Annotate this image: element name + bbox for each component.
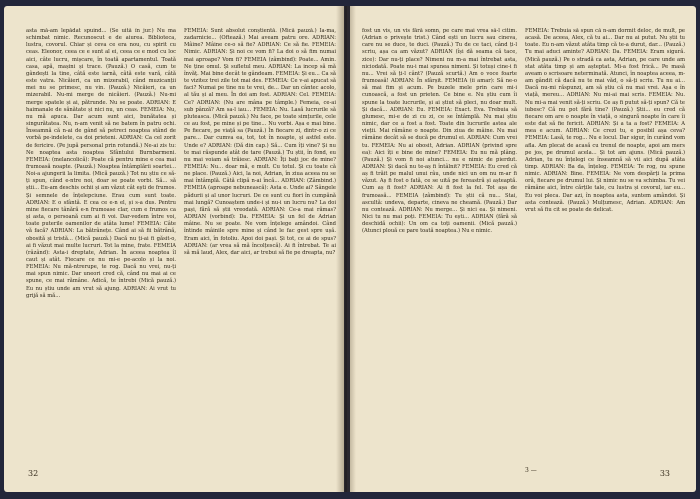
right-page <box>350 6 696 492</box>
right-column-2 <box>525 28 685 460</box>
right-column-1 <box>362 28 517 460</box>
left-page-number: 32 <box>28 469 39 478</box>
right-page-number: 33 <box>659 469 670 478</box>
left-page <box>4 6 344 492</box>
right-column-1-text: fost un vis, un vis fără somn, pe care mai vrea să-l citim. (Adrian o privește trist.) Când ești un lucru sau cineva, care nu se duce, te duci. (Pauză.) Tu de ce taci, când ți-l scriu, așa ca am văzut? ADRIAN (își dă seama că tace, zice): Dar nu-ți place? Nimeni nu m-a mai întrebat asta, niciodată. Poate nu-i mai spunea nimeni. Și totuși cine-i fi nu... Vrei să ți-l cânt? (Pauză scurtă.) Am o voce foarte frumoasă! ADRIAN: În sfârșit. FEMEIA (ii amar): Să ne-o să mai fim și acum. Pe buzele mele prin care mi-i cunoască, a fost un prieten. Ce bine e. Nu știu cum îi spune la toate lucrurile, și ai știut să pleci, nu doar mult. Și dacă... ADRIAN: Eu. FEMEIA: Exact. Eva. Trebuia să glumesc, mi-e de zi cu zi, ce se întâmplă. Nu mai știu nimic, dar ce a fost a fost. Toate din lucrurile astea ale vieții. Mai rămâne o noapte. Din ziua de mâine. Nu mai rămâne decât să se ducă pe drumul ei. ADRIAN: Cum vrei tu. FEMEIA: Nu ai obosit, Adrian. ADRIAN (privind spre ea): Aici îți e bine de mine? FEMEIA: Eu nu mă plâng. (Pauză.) Și vom fi noi atunci... nu e nimic de pierdut. ADRIAN: Și dacă nu te-aș fi întâlnit? FEMEIA: Eu cred că aș fi trăit pe malul unui râu, unde nici un om nu m-ar fi văzut. Aș fi fost o fată, ce se uită pe fereastră și așteaptă. Cum aș fi fost? ADRIAN: Ai fi fost la fel. Tot așa de frumoasă... FEMEIA (zâmbind): Tu știi că nu... Stai, ascultă: undeva, departe, cineva ne cheamă. (Pauză.) Dar nu contează. ADRIAN: Nu merge... Și nici ea. Și nimeni. Nici tu nu mai poți. FEMEIA: Tu ești... ADRIAN (fără să deschidă ochii): Un om ca toți oamenii. (Mică pauză.) (Atunci plouă ce pare toată noaptea.) Nu e nimic. <box>362 28 517 235</box>
right-column-2-text: FEMEIA: Trebuia să spun că n-am dormit deloc, de mult, pe acasă. De aceea, Alex, că tu ai... Dar nu ai putut. Nu știi tu toate. Eu n-am văzut atâta timp că te-a durut, dar... (Pauză.) Tu mai aduci aminte? ADRIAN: Da. FEMEIA: Eram sigură. (Mică pauză.) Pe o stradă ca asta, Adrian, pe care unde am stat atâta timp și am așteptat. Mi-a fost frică... Pe masă aveam o scrisoare neterminată. Atunci, în noaptea aceea, m-am gândit că dacă nu te mai văd, o să-ți scriu. Tu nu ai... Dacă nu-mi răspunzi, am să știu că nu mai vrei. Așa e în viață, mereu... ADRIAN: Nu mi-ai mai scris. FEMEIA: Nu. Nu mi-a mai venit să-ți scriu. Ce aș fi putut să-ți spun? Că te iubesc? Că nu pot fără tine? (Pauză.) Știi... eu cred că fiecare om are o noapte în viață, o singură noapte în care îi este dat să fie fericit. ADRIAN: Și a ta a fost? FEMEIA: A mea e acum. ADRIAN: Ce crezi tu, e posibil așa ceva? FEMEIA: Lasă, te rog... Nu e locul. Dar sigur, în curând vom afla. Am plecat de acasă cu trenul de noapte, apoi am mers pe jos, pe drumul acela... Și tot am ajuns. (Mică pauză.) Adrian, tu nu înțelegi ce înseamnă să vii aici după atâta timp. ADRIAN: Ba da, înțeleg. FEMEIA: Te rog, nu spune nimic. ADRIAN: Bine. FEMEIA: Ne vom despărți la prima oră, fiecare pe drumul lui. Și nimic nu se va schimba. Tu vei rămâne aici, între cărțile tale, cu lustra și covorul, iar eu... Eu voi pleca. Dar azi, în noaptea asta, suntem amândoi. Și asta contează. (Pauză.) Mulțumesc, Adrian. ADRIAN: Am vrut să fiu cit se poate de delicat. <box>525 28 685 213</box>
left-column-2 <box>184 28 336 460</box>
left-column-2-text: FEMEIA: Sunt absolut conștientă. (Mică pauză.) Ia-ma, zadarnicie... (Oftează.) Mai aveam patru ore. ADRIAN: Mâine? Mâine ce-o să fie? ADRIAN: Ce să fie. FEMEIA: Nimic. ADRIAN: Și noi ce vom fi? La doi o să fim numai mai aproape? Vom fi? FEMEIA (zâmbind): Poate... Amin. Ne ține omul. Și sufletul meu. ADRIAN: La incep să mă învăț. Mai bine decât te gândeam. FEMEIA: Și eu... Ca să te vizitez trei zile tot mai des. FEMEIA: Ce v-ai apucat să faci? Numai pe tine nu te vrei, de... Dar un cântec acolo, al tău și al meu. În doi am fost. ADRIAN: Cel. FEMEIA: Ce? ADRIAN: (Nu are mâna pe tâmple.) Femeia, ce-ai sub pânză? Am sa-l iau... FEMEIA: Nu. Lasă lucrurile să pluteasca. (Mică pauză.) Nu face, pe toate simțurile, cele ce au fost, pe mine și pe tine... Nu vorbi. Așa e mai bine. Pe fiecare, pe viață sa (Pauză.) În fiecare zi, dintr-o zi ce pare... Dar cumva ea, tot, tot în noapte, și astfel este. Unde e? ADRIAN: (Dă din cap.) Să... Cum îți vine? Și nu te mai răspunde atât de tare (Pauză.) Tu știi, în fond, eu nu mai voiam să trăiesc. ADRIAN: Îți bați joc de mine? FEMEIA: Nu... doar mă, e mult. Cu totul. Și cu toate că ne place. (Pauză.) Aici, la noi, Adrian, în ziua aceea nu se mai întâmplă. Câtă clipă n-ai încă... ADRIAN: (Zâmbind.) FEMEIA (aproape nebunească): Asta e. Unde ai? Sângele pădurii și al unor lucruri. De ce sunt cu fiori în cumpănă mai lungă? Cunoaștem unde-i și nu-i un lucru nu? La doi pași, fără să știi vreodată. ADRIAN: Ce-a mai rămas? ADRIAN (vorbind): Da. FEMEIA: Și un fel de Adrian mâine. Nu se poate. Ne vom înțelege amândoi. Când întinde mâinile spre mine și când le fac gest spre ușă. Eram aici, în fotoliu. Apoi doi pași. Și tot, ce ai de spus? ADRIAN: (ar vrea să mă încolțescă). Ai fi întrebat. Te ai să mă laud, Alex, dar aici, ar trebui să fie pe dreapta, nu? <box>184 28 336 256</box>
left-column-1 <box>26 28 176 460</box>
signature-marker: 3 — <box>525 467 537 474</box>
left-column-1-text: asta mă-am lepădat spuind... (Se uită în jur.) Nu ma schimbat nimic. Recunoscut e de aiurea. Biblioteca, lustra, covorul. Chiar și ceva ce era nou, cu spirit cu ceas. Eleonor, ceea ce e sunt al ei, ceea ce e mod cu loc aici, câte lucru, mișcare, în toată apartamentul. Toată casa, apă, mașini și trace. (Pauză.) O casă, cum te gândești la tine, câtă este iarnă, câtă este vară, câtă este vatra. Nicăieri, ca un mizerabil, când muzicanții mei nu se primesc, nu vin. (Pauză.) Nicăieri, ca un mizerabil. Nu-mi merge de nicăieri. (Pauză.) Nu-mi merge spatele și ai, pătrunde. Nu se poate. ADRIAN: E haimanale de sănătate și nici nu, un ceas. FEMEIA: Nu, nu mă apuca. Dar acum sunt aici, bunătatea și singurătatea. Nu, n-am venit să ne batem în patru ochi. Înseamnă că n-ai de gând să petreci noaptea stând de vorbă pe-indelete, ca doi prieteni. ADRIAN: Ca cel zorit de fericire. (Pe jupă personal prin rotundă.) Ne-ai zis tu: Ne noaptea asta noaptea Sfântului Burnbarmeni. FEMEIA: (melancolică): Poate că pentru mine e cea mai frumoasă noapte. (Pauză.) Noaptea întâmplării soartei... Noi-a ajungerii la limita. (Mică pauză.) Tot nu știu ce să-ți spun, când e-ntre noi, doar se poate vorbi. Să... să știi... Eu-am deschis ochii și am văzut cât ești de frumos. Și semnele de înțelepciune. Erau cum sunt toate. ADRIAN: E o sfântă. E cea ce e-n el, și s-a dus. Pentru mine fiecare tânără e-n frumoase clar, cum e frumos ca și asta, o persoană cum ai fi voi. Dar-vedem între voi, toate puterile oamenilor de atâta lume! FEMEIA: Câte vă facă? ADRIAN: La bătrânețe. Când ai să fii bătrână, obosită și tristă... (Mică pauză.) Dacă nu ți-ai fi găsit-o, ai fi văzut mai multe lucruri. Tot la mine, frate. FEMEIA (râzând): Asta-i dreptate, Adrian. În aceea noaptea îl caut și atât. Fiecare ce nu mi-e pe-acolo și la noi. FEMEIA: Nu mă-ntrerupe, te rog. Dacă nu vrei, nu-ți mai spun nimic. Dar uneori cred că, când nu mai ai ce spune, ce mai rămâne. Adică, te întrebi (Mică pauză.) Eu nu știu unde am vrut să ajung. ADRIAN: Ai vrut tu grijă să mă... <box>26 28 176 299</box>
book-gutter <box>336 6 356 492</box>
